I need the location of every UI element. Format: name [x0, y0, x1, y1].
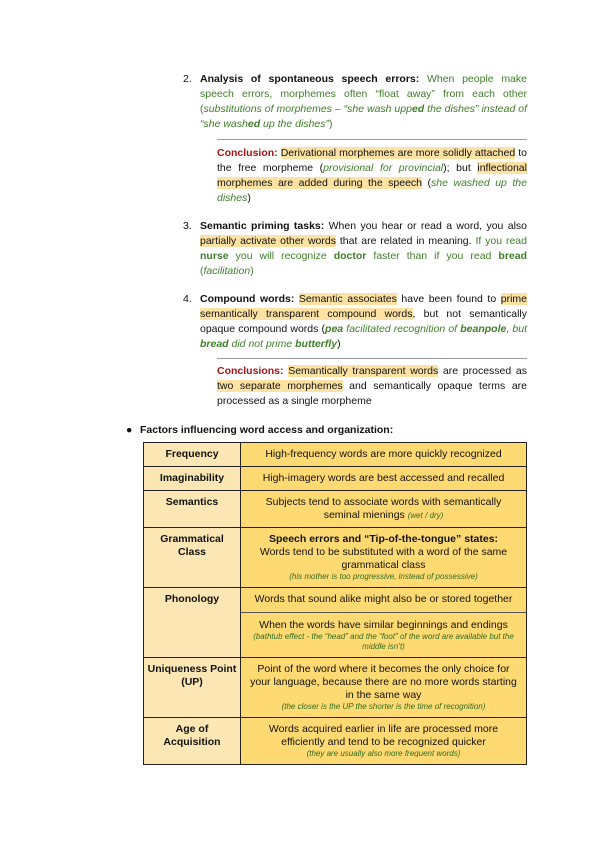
factor-value: Point of the word where it becomes the only choice for your language, because there are no more words starting in the same way	[250, 663, 517, 701]
factor-value-cell	[241, 528, 527, 588]
item-example: , but	[506, 323, 527, 335]
highlight-text: Derivational morphemes are more solidly attached	[280, 147, 516, 159]
table-row	[144, 718, 527, 765]
factors-heading-row	[126, 424, 393, 436]
item-example-bold: beanpole	[460, 323, 507, 335]
factor-subtitle: Speech errors and “Tip-of-the-tongue” states:	[268, 533, 499, 545]
item-example-bold: bread	[498, 250, 527, 262]
factor-value: High-frequency words are more quickly recognized	[241, 443, 527, 467]
factor-value-cell	[241, 658, 527, 718]
highlight-text: partially activate other words	[200, 235, 336, 247]
item-example: (	[200, 265, 204, 277]
item-text: )	[337, 338, 341, 350]
factor-key: Grammatical Class	[144, 528, 241, 588]
item-example: )	[250, 265, 254, 277]
factors-heading: Factors influencing word access and organization:	[140, 424, 394, 436]
conclusion-derivational	[217, 146, 527, 206]
item-text: When you hear or read a word, you also	[324, 220, 528, 232]
conclusion-label: Conclusion	[217, 147, 275, 159]
factor-key: Imaginability	[144, 467, 241, 491]
conclusion-text: are processed as	[438, 365, 528, 377]
factor-value-cell	[241, 491, 527, 528]
table-row	[144, 491, 527, 528]
table-row	[144, 528, 527, 588]
item-title: Analysis of spontaneous speech errors:	[200, 73, 420, 85]
table-row	[144, 588, 527, 658]
list-item-compound-words	[183, 292, 527, 352]
item-example-bold: pea	[325, 323, 344, 335]
item-example: the dishes” instead of “she wash	[200, 103, 528, 130]
factor-value-cell	[241, 588, 527, 658]
conclusion-example: she washed up the dishes	[217, 177, 527, 204]
factor-value: Words tend to be substituted with a word of the same grammatical class	[259, 546, 508, 571]
item-example-bold: ed	[411, 103, 425, 115]
highlight-text: two separate morphemes	[217, 380, 343, 392]
list-item-semantic-priming	[183, 219, 528, 279]
item-text: When people make speech errors, morphemes often “float away” from each other (	[200, 73, 527, 115]
divider	[217, 139, 527, 140]
factor-key: Age of Acquisition	[144, 718, 241, 765]
item-example: you will recognize	[228, 250, 334, 262]
factor-key: Frequency	[144, 443, 241, 467]
factor-note: (his mother is too progressive, instead of possessive)	[289, 572, 478, 581]
factor-note: (the closer is the UP the shorter is the time of recognition)	[281, 702, 486, 711]
factors-table	[143, 442, 527, 765]
item-title: Semantic priming tasks:	[200, 220, 325, 232]
factor-value: Subjects tend to associate words with semantically seminal mienings	[265, 496, 502, 521]
table-row	[144, 467, 527, 491]
item-example-bold: butterfly	[295, 338, 338, 350]
factor-note: (they are usually also more frequent words)	[306, 749, 461, 758]
item-example: did not prime	[228, 338, 296, 350]
list-number: 2.	[183, 73, 192, 85]
factor-value: Words that sound alike might also be or stored together	[254, 593, 513, 605]
item-title: Compound words:	[200, 293, 295, 305]
item-example: If you read	[475, 235, 527, 247]
conclusion-colon: :	[274, 147, 281, 159]
item-example-bold: doctor	[333, 250, 367, 262]
factor-value: High-imagery words are best accessed and recalled	[241, 467, 527, 491]
conclusion-text: (	[422, 177, 432, 189]
factor-value: When the words have similar beginnings and endings	[259, 619, 508, 631]
item-example: facilitation	[203, 265, 251, 277]
factor-value-cell	[241, 718, 527, 765]
divider	[217, 358, 527, 359]
factor-note: (bathtub effect - the “head” and the “foot” of the word are available but the middle isn’t)	[253, 632, 514, 651]
highlight-text: Semantically transparent words	[288, 365, 439, 377]
highlight-text: prime semantically transparent compound words	[200, 293, 527, 320]
item-text: , but not semantically opaque compound words (	[200, 308, 527, 335]
item-example-bold: nurse	[200, 250, 229, 262]
item-text: )	[329, 118, 333, 130]
list-item-speech-errors	[183, 72, 528, 132]
item-example-bold: ed	[247, 118, 261, 130]
table-row	[144, 443, 527, 467]
factor-note: (wet / dry)	[407, 511, 444, 520]
item-text: that are related in meaning.	[335, 235, 476, 247]
cell-divider	[241, 612, 526, 613]
conclusion-text: to the free morpheme (	[217, 147, 527, 174]
item-example-bold: bread	[200, 338, 229, 350]
factor-key: Semantics	[144, 491, 241, 528]
conclusion-example: provisional for provincial	[323, 162, 444, 174]
list-number: 3.	[183, 220, 192, 232]
conclusion-compound	[217, 364, 527, 409]
item-example: facilitated recognition of	[343, 323, 461, 335]
list-number: 4.	[183, 293, 192, 305]
highlight-text: Semantic associates	[298, 293, 397, 305]
item-example: faster than if you read	[366, 250, 499, 262]
factor-key: Uniqueness Point (UP)	[144, 658, 241, 718]
highlight-text: inflectional morphemes are added during the speech	[217, 162, 527, 189]
conclusion-text: )	[247, 192, 251, 204]
conclusion-label: Conclusions	[217, 365, 281, 377]
table-row	[144, 658, 527, 718]
conclusion-text: ); but	[443, 162, 478, 174]
item-example: up the dishes”	[260, 118, 330, 130]
factor-value: Words acquired earlier in life are processed more efficiently and tend to be recognized quicker	[268, 723, 499, 748]
factor-key: Phonology	[144, 588, 241, 658]
item-text: have been found to	[396, 293, 501, 305]
bullet-icon: ●	[126, 424, 133, 436]
item-example: substitutions of morphemes – “she wash upp	[203, 103, 412, 115]
conclusion-colon: :	[280, 365, 289, 377]
conclusion-text: and semantically opaque terms are processed as a single morpheme	[217, 380, 527, 407]
